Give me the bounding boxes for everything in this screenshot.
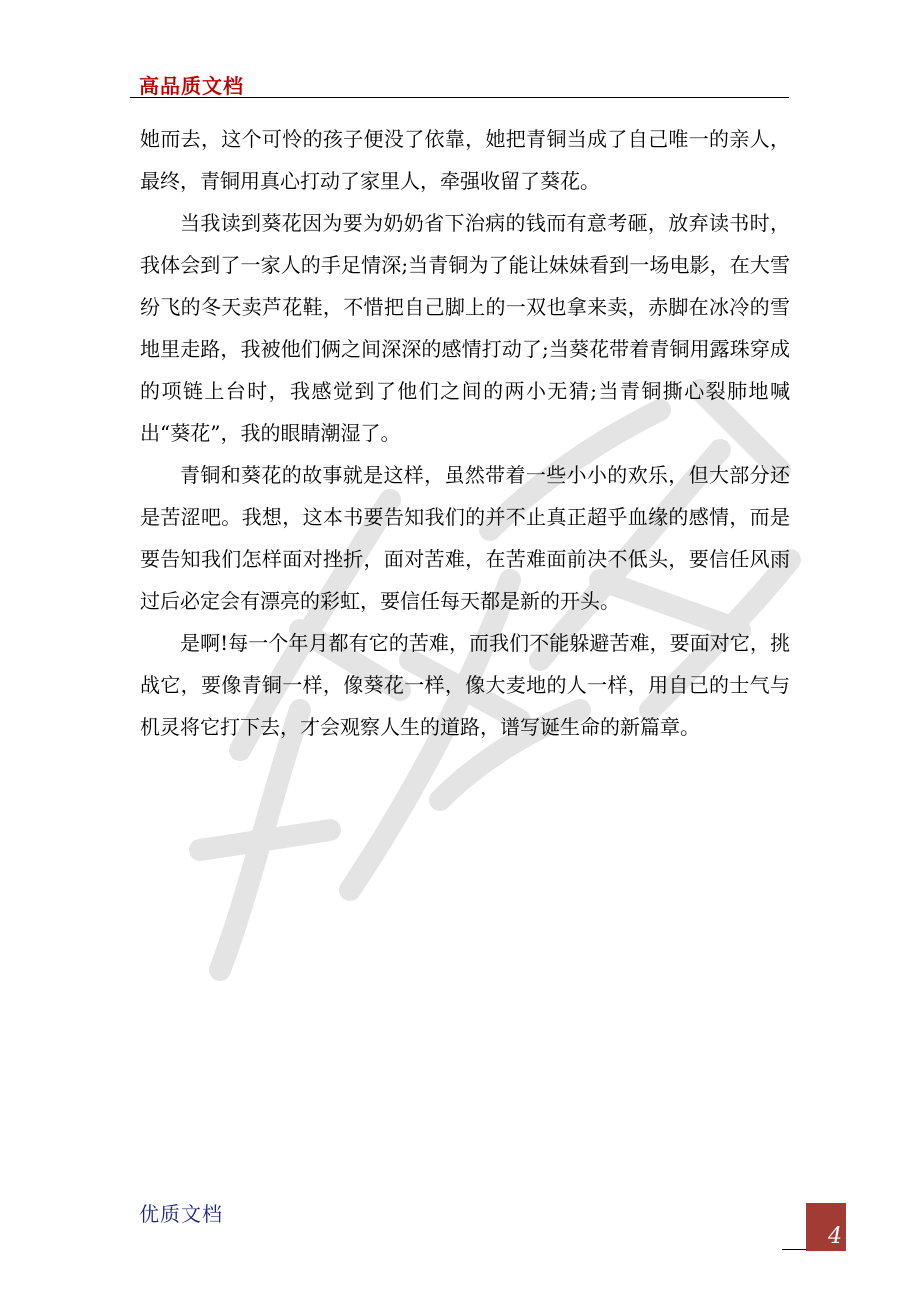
footer-title: 优质文档 (139, 1202, 223, 1226)
document-body (140, 118, 790, 748)
header-divider (130, 97, 789, 98)
paragraph-1: 她而去，这个可怜的孩子便没了依靠，她把青铜当成了自己唯一的亲人，最终，青铜用真心打动了家里人，牵强收留了葵花。 (140, 127, 790, 193)
header-title: 高品质文档 (139, 74, 244, 98)
page-number-badge (806, 1203, 846, 1251)
paragraph-4: 是啊!每一个年月都有它的苦难，而我们不能躲避苦难，要面对它，挑战它，要像青铜一样，像葵花一样，像大麦地的人一样，用自己的士气与机灵将它打下去，才会观察人生的道路，谱写诞生命的新篇章。 (140, 631, 790, 739)
page-number: 4 (828, 1224, 842, 1249)
paragraph-3: 青铜和葵花的故事就是这样，虽然带着一些小小的欢乐，但大部分还是苦涩吧。我想，这本书要告知我们的并不止真正超乎血缘的感情，而是要告知我们怎样面对挫折，面对苦难，在苦难面前决不低头，要信任风雨过后必定会有漂亮的彩虹，要信任每天都是新的开头。 (140, 463, 790, 613)
paragraph-2: 当我读到葵花因为要为奶奶省下治病的钱而有意考砸，放弃读书时，我体会到了一家人的手足情深;当青铜为了能让妹妹看到一场电影，在大雪纷飞的冬天卖芦花鞋，不惜把自己脚上的一双也拿来卖，赤脚在冰冷的雪地里走路，我被他们俩之间深深的感情打动了;当葵花带着青铜用露珠穿成的项链上台时，我感觉到了他们之间的两小无猜;当青铜撕心裂肺地喊出“葵花”，我的眼睛潮湿了。 (140, 211, 790, 445)
